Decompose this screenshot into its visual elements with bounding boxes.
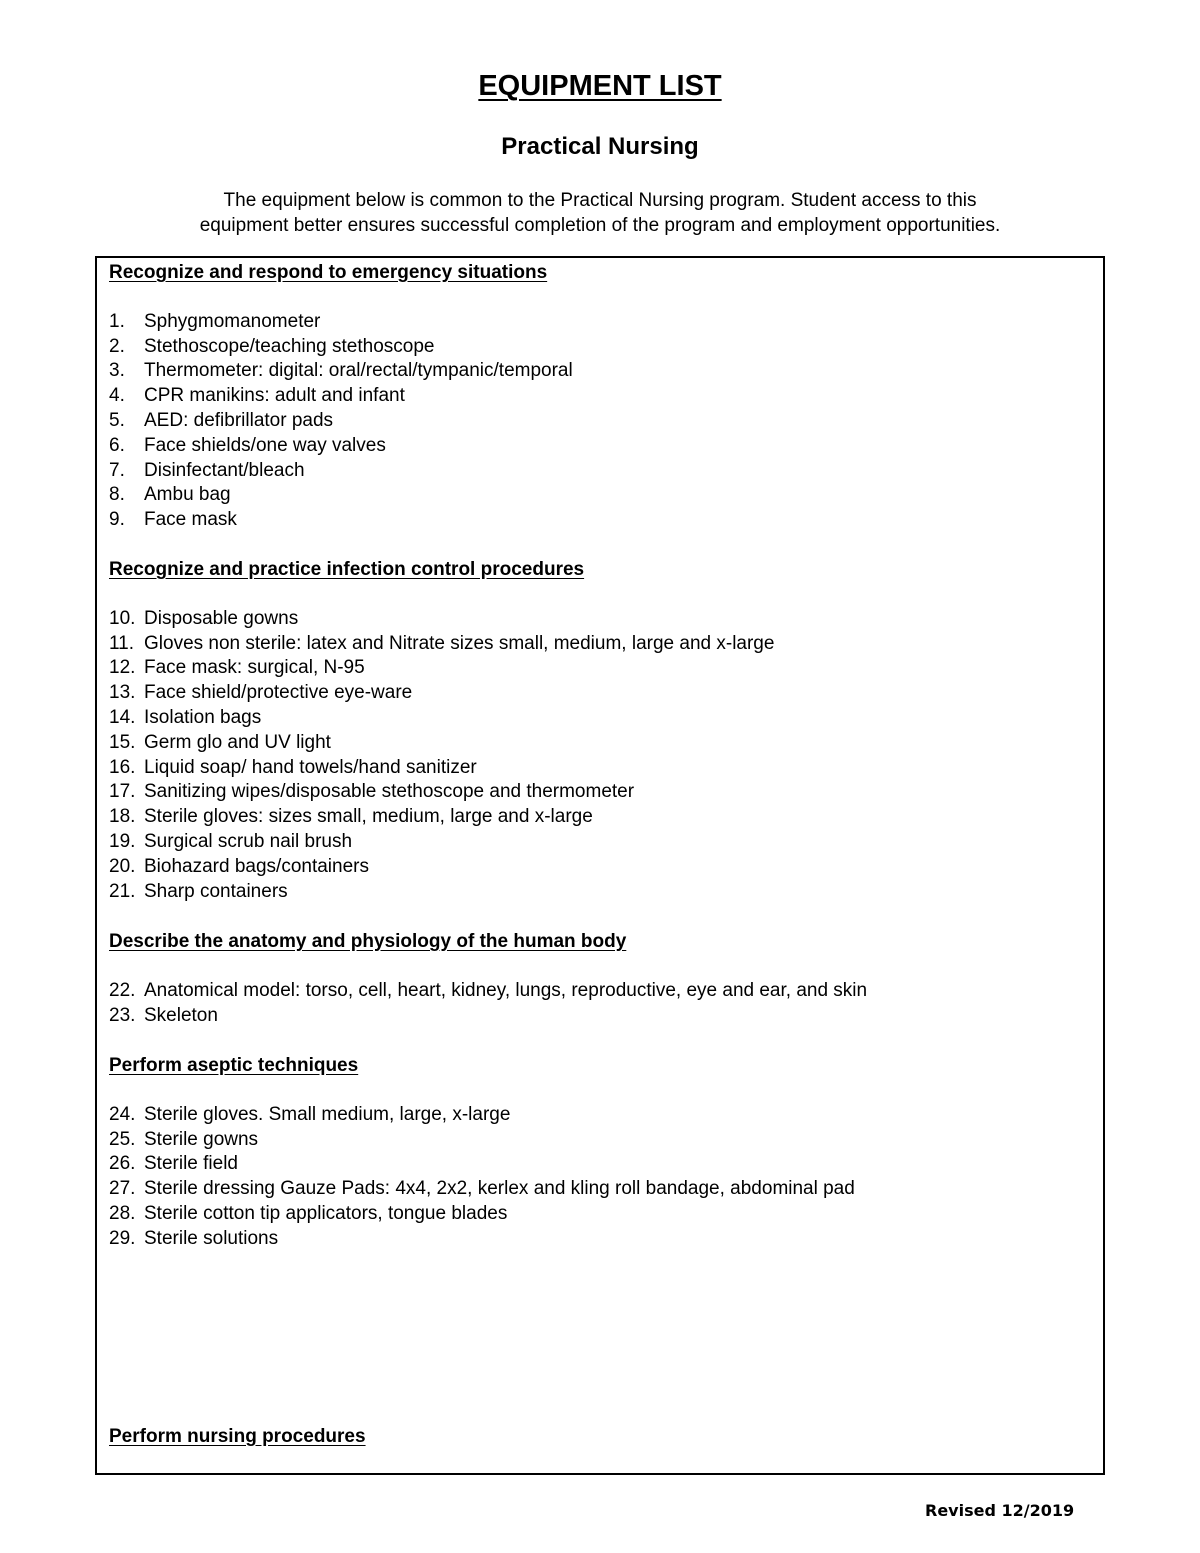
item-list [109, 1103, 1089, 1252]
list-item [109, 508, 1089, 533]
item-number: 24. [109, 1103, 136, 1125]
item-number: 10. [109, 607, 136, 629]
item-text: Disposable gowns [144, 607, 299, 629]
intro-paragraph [120, 188, 1080, 238]
item-text: Sterile solutions [144, 1227, 279, 1249]
item-list [109, 979, 1089, 1029]
list-item [109, 483, 1089, 508]
item-list [109, 310, 1089, 533]
item-number: 29. [109, 1227, 136, 1249]
item-number: 20. [109, 855, 136, 877]
item-text: Sphygmomanometer [144, 310, 321, 332]
item-text: Germ glo and UV light [144, 731, 331, 753]
list-item [109, 384, 1089, 409]
item-text: Sharp containers [144, 880, 288, 902]
list-item [109, 780, 1089, 805]
list-item [109, 459, 1089, 484]
section-infection-control [109, 557, 1089, 904]
section-heading: Describe the anatomy and physiology of the human body [109, 931, 627, 952]
item-text: Isolation bags [144, 706, 262, 728]
item-number: 22. [109, 979, 136, 1001]
item-text: Sterile gloves. Small medium, large, x-large [144, 1103, 511, 1125]
item-number: 12. [109, 657, 136, 679]
item-number: 7. [109, 459, 125, 481]
list-item [109, 805, 1089, 830]
list-item [109, 607, 1089, 632]
section-heading: Recognize and practice infection control procedures [109, 559, 585, 580]
list-item [109, 1103, 1089, 1128]
list-item [109, 1177, 1089, 1202]
list-item [109, 731, 1089, 756]
document-title: EQUIPMENT LIST [478, 70, 722, 102]
item-number: 4. [109, 385, 125, 407]
section-nursing-procedures [109, 1424, 1089, 1474]
item-text: Liquid soap/ hand towels/hand sanitizer [144, 756, 477, 778]
item-number: 17. [109, 781, 136, 803]
item-text: Surgical scrub nail brush [144, 830, 353, 852]
list-item [109, 1227, 1089, 1252]
item-number: 13. [109, 682, 136, 704]
item-number: 16. [109, 756, 136, 778]
item-text: Anatomical model: torso, cell, heart, kidney, lungs, reproductive, eye and ear, and skin [144, 979, 868, 1001]
item-number: 15. [109, 731, 136, 753]
list-item [109, 756, 1089, 781]
list-item [109, 855, 1089, 880]
list-item [109, 409, 1089, 434]
list-item [109, 656, 1089, 681]
item-text: Face mask: surgical, N-95 [144, 657, 365, 679]
list-item [109, 1128, 1089, 1153]
item-text: Sanitizing wipes/disposable stethoscope and thermometer [144, 781, 635, 803]
list-item [109, 880, 1089, 905]
item-number: 9. [109, 509, 125, 531]
item-text: Sterile gowns [144, 1128, 259, 1150]
section-emergency [109, 260, 1089, 533]
list-item [109, 681, 1089, 706]
item-number: 26. [109, 1153, 136, 1175]
item-text: CPR manikins: adult and infant [144, 385, 405, 407]
list-item [109, 335, 1089, 360]
item-number: 11. [109, 632, 135, 654]
item-text: Biohazard bags/containers [144, 855, 369, 877]
list-item [109, 979, 1089, 1004]
item-text: Stethoscope/teaching stethoscope [144, 335, 435, 357]
list-item [109, 1004, 1089, 1029]
item-text: AED: defibrillator pads [144, 409, 334, 431]
item-number: 1. [109, 310, 125, 332]
list-item [109, 830, 1089, 855]
item-number: 5. [109, 409, 125, 431]
item-number: 23. [109, 1004, 136, 1026]
item-number: 3. [109, 360, 125, 382]
item-number: 18. [109, 806, 136, 828]
list-item [109, 706, 1089, 731]
item-number: 19. [109, 830, 136, 852]
item-text: Ambu bag [144, 484, 231, 506]
item-number: 14. [109, 706, 136, 728]
item-text: Face shields/one way valves [144, 434, 386, 456]
item-number: 28. [109, 1202, 136, 1224]
item-number: 21. [109, 880, 136, 902]
item-number: 6. [109, 434, 125, 456]
item-text: Sterile field [144, 1153, 238, 1175]
intro-line-2: equipment better ensures successful completion of the program and employment opportunities. [199, 215, 1001, 236]
item-text: Thermometer: digital: oral/rectal/tympanic/temporal [144, 360, 573, 382]
section-aseptic [109, 1053, 1089, 1252]
item-number: 2. [109, 335, 125, 357]
item-text: Sterile cotton tip applicators, tongue blades [144, 1202, 508, 1224]
equipment-box [95, 256, 1105, 1475]
item-list [109, 607, 1089, 905]
item-text: Face shield/protective eye-ware [144, 682, 413, 704]
document-subtitle: Practical Nursing [501, 133, 699, 160]
item-text: Sterile dressing Gauze Pads: 4x4, 2x2, kerlex and kling roll bandage, abdominal pad [144, 1178, 855, 1200]
item-number: 27. [109, 1178, 136, 1200]
list-item [109, 632, 1089, 657]
item-text: Face mask [144, 509, 237, 531]
list-item [109, 1202, 1089, 1227]
item-text: Gloves non sterile: latex and Nitrate sizes small, medium, large and x-large [144, 632, 775, 654]
item-text: Sterile gloves: sizes small, medium, large and x-large [144, 806, 593, 828]
item-number: 25. [109, 1128, 136, 1150]
section-anatomy [109, 929, 1089, 1028]
section-heading: Perform aseptic techniques [109, 1055, 359, 1076]
section-heading: Perform nursing procedures [109, 1426, 366, 1447]
intro-line-1: The equipment below is common to the Practical Nursing program. Student access to this [223, 190, 977, 211]
list-item [109, 359, 1089, 384]
list-item [109, 1152, 1089, 1177]
item-text: Disinfectant/bleach [144, 459, 305, 481]
revised-date: Revised 12/2019 [925, 1501, 1075, 1520]
section-heading: Recognize and respond to emergency situations [109, 262, 548, 283]
list-item [109, 434, 1089, 459]
item-number: 8. [109, 484, 125, 506]
item-text: Skeleton [144, 1004, 218, 1026]
list-item [109, 310, 1089, 335]
